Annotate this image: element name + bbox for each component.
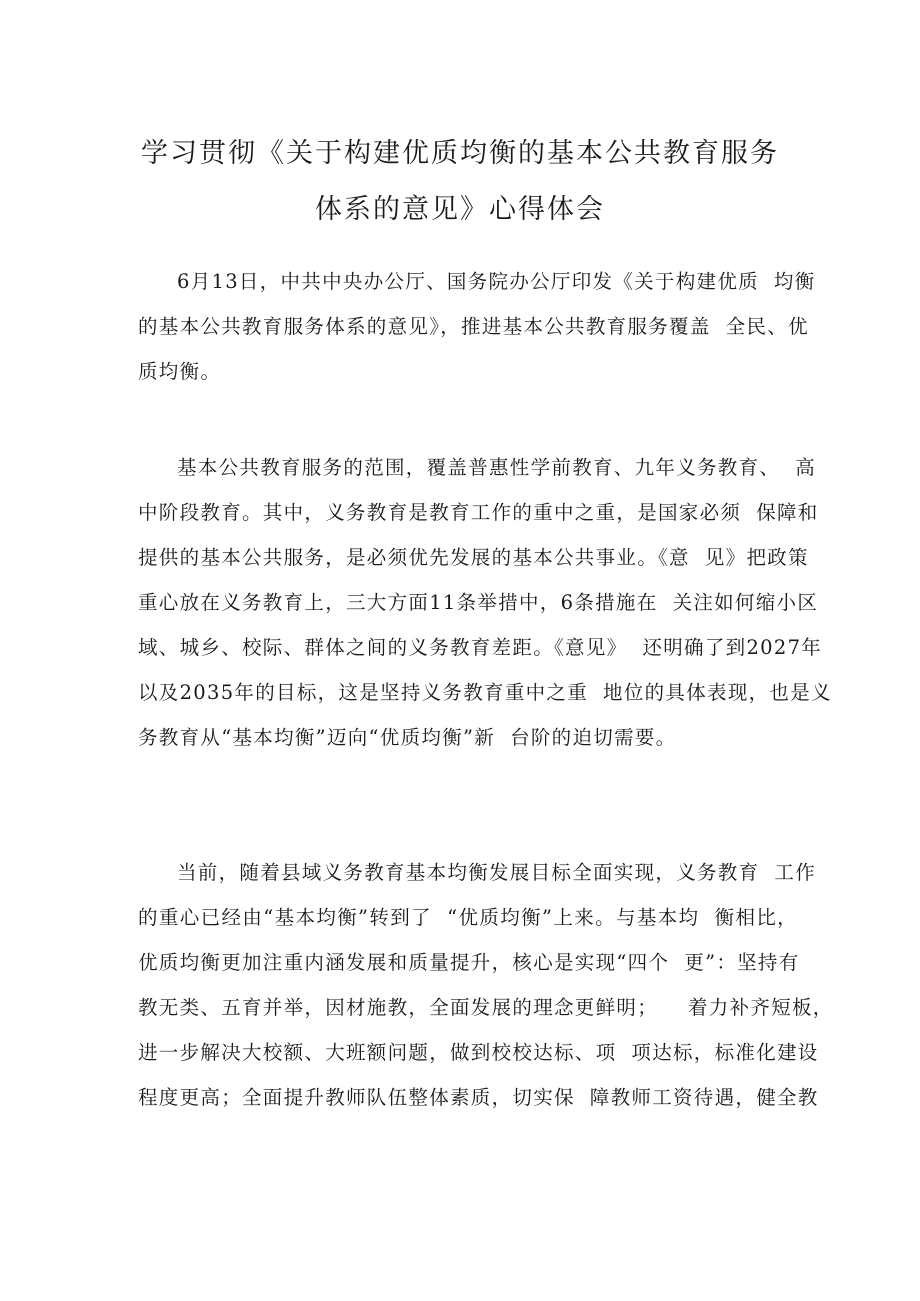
paragraph-line: 教无类、五育并举，因材施教，全面发展的理念更鲜明； 着力补齐短板， xyxy=(138,996,834,1019)
paragraph-line: 的重心已经由“基本均衡”转到了 “优质均衡”上来。与基本均 衡相比， xyxy=(138,906,798,929)
paragraph-line: 中阶段教育。其中，义务教育是教育工作的重中之重，是国家必须 保障和 xyxy=(138,501,819,524)
paragraph-line: 质均衡。 xyxy=(138,360,222,383)
paragraph-line: 6月13日，中共中央办公厅、国务院办公厅印发《关于构建优质 均衡 xyxy=(177,270,816,293)
document-title-line-2: 体系的意见》心得体会 xyxy=(315,194,605,225)
paragraph-line: 进一步解决大校额、大班额问题，做到校校达标、项 项达标，标准化建设 xyxy=(138,1041,819,1064)
paragraph-line: 务教育从“基本均衡”迈向“优质均衡”新 台阶的迫切需要。 xyxy=(138,726,677,749)
paragraph-line: 的基本公共教育服务体系的意见》，推进基本公共教育服务覆盖 全民、优 xyxy=(138,315,809,338)
paragraph-line: 以及2035年的目标，这是坚持义务教育重中之重 地位的具体表现，也是义 xyxy=(138,681,832,704)
paragraph-line: 域、城乡、校际、群体之间的义务教育差距。《意见》 还明确了到2027年 xyxy=(138,636,823,659)
paragraph-line: 基本公共教育服务的范围，覆盖普惠性学前教育、九年义务教育、 高 xyxy=(177,456,816,479)
paragraph-3 xyxy=(138,850,834,1120)
document-title-line-1: 学习贯彻《关于构建优质均衡的基本公共教育服务 xyxy=(141,138,779,169)
paragraph-line: 重心放在义务教育上，三大方面11条举措中，6条措施在 关注如何缩小区 xyxy=(138,591,819,614)
paragraph-line: 当前，随着县域义务教育基本均衡发展目标全面实现，义务教育 工作 xyxy=(177,861,816,884)
paragraph-line: 优质均衡更加注重内涵发展和质量提升，核心是实现“四个 更”：坚持有 xyxy=(138,951,800,974)
paragraph-1 xyxy=(138,259,816,394)
paragraph-2 xyxy=(138,445,832,760)
paragraph-line: 提供的基本公共服务，是必须优先发展的基本公共事业。《意 见》把政策 xyxy=(138,546,809,569)
paragraph-line: 程度更高；全面提升教师队伍整体素质，切实保 障教师工资待遇，健全教 xyxy=(138,1086,819,1109)
